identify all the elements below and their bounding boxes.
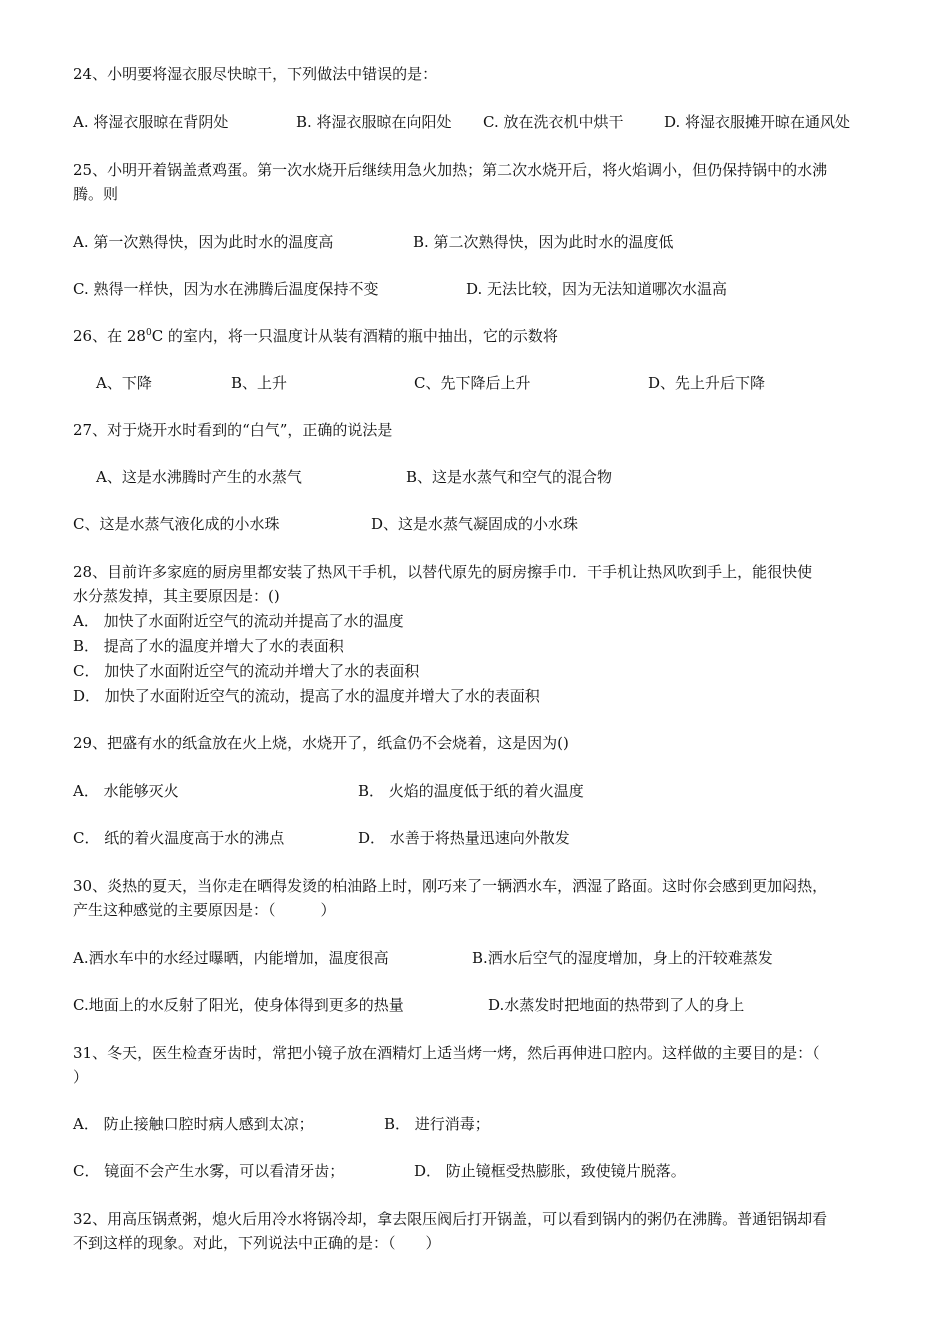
q24-option-a: A. 将湿衣服晾在背阴处 — [73, 113, 229, 131]
q25-stem-line2: 腾。则 — [73, 185, 119, 203]
q29-stem: 29、把盛有水的纸盒放在火上烧，水烧开了，纸盒仍不会烧着，这是因为() — [73, 734, 569, 752]
q28-stem-line1: 28、目前许多家庭的厨房里都安装了热风干手机，以替代原先的厨房擦手巾．干手机让热风吹到手上，能很快使 — [73, 563, 813, 581]
q30-option-c: C.地面上的水反射了阳光，使身体得到更多的热量 — [73, 996, 404, 1014]
q31-option-d: D． 防止镜框受热膨胀，致使镜片脱落。 — [414, 1162, 686, 1180]
q29-option-a: A． 水能够灭火 — [73, 782, 179, 800]
q26-stem-post: C 的室内，将一只温度计从装有酒精的瓶中抽出，它的示数将 — [151, 327, 558, 345]
q26-option-b: B、上升 — [231, 374, 288, 392]
q27-option-c: C、这是水蒸气液化成的小水珠 — [73, 515, 280, 533]
q30-stem-line2: 产生这种感觉的主要原因是：（ ） — [73, 901, 336, 919]
q31-option-b: B． 进行消毒； — [384, 1115, 490, 1133]
q28-option-d: D． 加快了水面附近空气的流动，提高了水的温度并增大了水的表面积 — [73, 687, 540, 705]
q28-stem-line2: 水分蒸发掉，其主要原因是：() — [73, 587, 280, 605]
q24-stem: 24、小明要将湿衣服尽快晾干，下列做法中错误的是： — [73, 65, 438, 83]
q26-stem — [73, 326, 558, 346]
q32-stem-line2: 不到这样的现象。对此，下列说法中正确的是：（ ） — [73, 1234, 441, 1252]
q24-option-c: C. 放在洗衣机中烘干 — [483, 113, 624, 131]
q28-option-a: A． 加快了水面附近空气的流动并提高了水的温度 — [73, 612, 404, 630]
q25-stem-line1: 25、小明开着锅盖煮鸡蛋。第一次水烧开后继续用急火加热；第二次水烧开后，将火焰调小，但仍保持锅中的水沸 — [73, 161, 828, 179]
q27-option-a: A、这是水沸腾时产生的水蒸气 — [96, 468, 302, 486]
q27-stem: 27、对于烧开水时看到的“白气”，正确的说法是 — [73, 421, 393, 439]
q31-stem-line2: ） — [73, 1068, 89, 1086]
q25-option-d: D. 无法比较，因为无法知道哪次水温高 — [466, 280, 728, 298]
q25-option-c: C. 熟得一样快，因为水在沸腾后温度保持不变 — [73, 280, 379, 298]
q26-option-d: D、先上升后下降 — [648, 374, 766, 392]
q31-option-c: C． 镜面不会产生水雾，可以看清牙齿； — [73, 1162, 345, 1180]
q25-option-a: A. 第一次熟得快，因为此时水的温度高 — [73, 233, 334, 251]
q30-stem-line1: 30、炎热的夏天，当你走在晒得发烫的柏油路上时，刚巧来了一辆洒水车，洒湿了路面。这时你会感到更加闷热， — [73, 877, 828, 895]
q26-stem-pre: 26、在 28 — [73, 327, 146, 345]
q24-option-d: D. 将湿衣服摊开晾在通风处 — [664, 113, 851, 131]
q29-option-d: D． 水善于将热量迅速向外散发 — [358, 829, 570, 847]
q26-option-c: C、先下降后上升 — [414, 374, 531, 392]
q31-stem-line1: 31、冬天，医生检查牙齿时，常把小镜子放在酒精灯上适当烤一烤，然后再伸进口腔内。这样做的主要目的是：（ — [73, 1044, 820, 1062]
q27-option-b: B、这是水蒸气和空气的混合物 — [406, 468, 613, 486]
q29-option-c: C． 纸的着火温度高于水的沸点 — [73, 829, 285, 847]
q25-option-b: B. 第二次熟得快，因为此时水的温度低 — [413, 233, 674, 251]
q30-option-b: B.洒水后空气的湿度增加，身上的汗较难蒸发 — [472, 949, 773, 967]
q26-option-a: A、下降 — [96, 374, 152, 392]
q26-degree-sup: 0 — [145, 328, 152, 338]
q32-stem-line1: 32、用高压锅煮粥，熄火后用冷水将锅冷却，拿去限压阀后打开锅盖，可以看到锅内的粥仍在沸腾。普通铝锅却看 — [73, 1210, 828, 1228]
q31-option-a: A． 防止接触口腔时病人感到太凉； — [73, 1115, 314, 1133]
q28-option-b: B． 提高了水的温度并增大了水的表面积 — [73, 637, 344, 655]
q28-option-c: C． 加快了水面附近空气的流动并增大了水的表面积 — [73, 662, 420, 680]
q27-option-d: D、这是水蒸气凝固成的小水珠 — [371, 515, 579, 533]
q29-option-b: B． 火焰的温度低于纸的着火温度 — [358, 782, 584, 800]
q30-option-d: D.水蒸发时把地面的热带到了人的身上 — [488, 996, 745, 1014]
q24-option-b: B. 将湿衣服晾在向阳处 — [296, 113, 452, 131]
q30-option-a: A.洒水车中的水经过曝晒，内能增加，温度很高 — [73, 949, 389, 967]
